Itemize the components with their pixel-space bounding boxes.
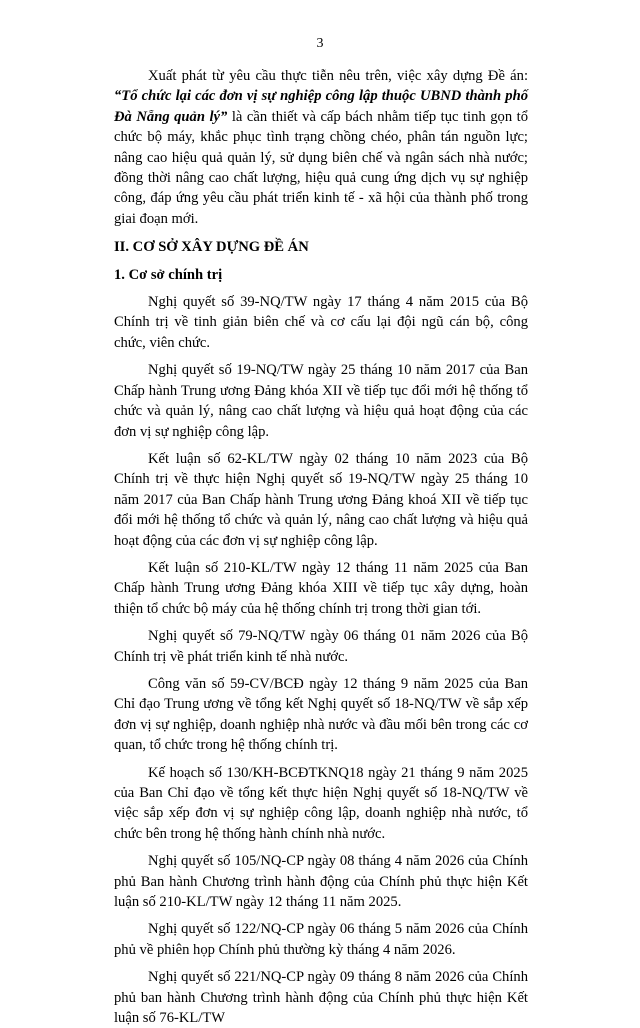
list-item: Nghị quyết số 79-NQ/TW ngày 06 tháng 01 năm 2026 của Bộ Chính trị về phát triển kinh tế nhà nước. bbox=[114, 628, 528, 665]
section-heading: II. CƠ SỞ XÂY DỰNG ĐỀ ÁN bbox=[114, 239, 309, 256]
list-item: Kết luận số 210-KL/TW ngày 12 tháng 11 năm 2025 của Ban Chấp hành Trung ương Đảng khóa XIII về tiếp tục xây dựng, hoàn thiện tổ chức bộ máy của hệ thống chính trị trong thời gian tới. bbox=[114, 559, 528, 617]
intro-paragraph bbox=[114, 66, 528, 229]
list-item: Nghị quyết số 221/NQ-CP ngày 09 tháng 8 năm 2026 của Chính phủ ban hành Chương trình hành động của Chính phủ thực hiện Kết luận số 76-KL/TW bbox=[114, 969, 528, 1027]
list-item: Nghị quyết số 19-NQ/TW ngày 25 tháng 10 năm 2017 của Ban Chấp hành Trung ương Đảng khóa XII về tiếp tục đổi mới hệ thống tổ chức và quản lý, nâng cao chất lượng và hiệu quả hoạt động của các đơn vị sự nghiệp công lập. bbox=[114, 362, 528, 440]
list-item: Kết luận số 62-KL/TW ngày 02 tháng 10 năm 2023 của Bộ Chính trị về thực hiện Nghị quyết số 19-NQ/TW ngày 25 tháng 10 năm 2017 của Ban Chấp hành Trung ương Đảng khoá XII về tiếp tục đổi mới hệ thống tổ chức và quản lý, nâng cao chất lượng và hiệu quả hoạt động của các đơn vị sự nghiệp công lập. bbox=[114, 450, 528, 549]
intro-text-after: là cần thiết và cấp bách nhằm tiếp tục tinh gọn tổ chức bộ máy, khắc phục tình trạng chồng chéo, phân tán nguồn lực; nâng cao hiệu quả quản lý, sử dụng biên chế và ngân sách nhà nước; đồng thời nâng cao chất lượng, hiệu quả cung ứng dịch vụ sự nghiệp công, đáp ứng yêu cầu phát triển kinh tế - xã hội của thành phố trong giai đoạn mới. bbox=[114, 108, 528, 227]
list-item: Nghị quyết số 122/NQ-CP ngày 06 tháng 5 năm 2026 của Chính phủ về phiên họp Chính phủ thường kỳ tháng 4 năm 2026. bbox=[114, 921, 528, 958]
intro-text-before: Xuất phát từ yêu cầu thực tiễn nêu trên, việc xây dựng Đề án: bbox=[148, 68, 528, 84]
subsection-heading: 1. Cơ sở chính trị bbox=[114, 266, 223, 283]
project-title-emphasis: “Tổ chức lại các đơn vị sự nghiệp công lập thuộc UBND thành phố Đà Nẵng quản lý” bbox=[114, 88, 528, 125]
page-number: 3 bbox=[316, 36, 324, 51]
list-item: Nghị quyết số 39-NQ/TW ngày 17 tháng 4 năm 2015 của Bộ Chính trị về tinh giản biên chế và cơ cấu lại đội ngũ cán bộ, công chức, viên chức. bbox=[114, 294, 528, 351]
list-item: Công văn số 59-CV/BCĐ ngày 12 tháng 9 năm 2025 của Ban Chỉ đạo Trung ương về tổng kết Nghị quyết số 18-NQ/TW về sắp xếp đơn vị sự nghiệp, doanh nghiệp nhà nước và đầu mối bên trong các cơ quan, tổ chức trong hệ thống chính trị. bbox=[114, 675, 528, 754]
list-item: Kế hoạch số 130/KH-BCĐTKNQ18 ngày 21 tháng 9 năm 2025 của Ban Chỉ đạo về tổng kết thực hiện Nghị quyết số 18-NQ/TW về việc sắp xếp đơn vị sự nghiệp công lập, doanh nghiệp nhà nước, tổ chức bên trong hệ thống hành chính nhà nước. bbox=[114, 764, 528, 842]
document-body bbox=[114, 66, 528, 1028]
list-item: Nghị quyết số 105/NQ-CP ngày 08 tháng 4 năm 2026 của Chính phủ Ban hành Chương trình hành động của Chính phủ thực hiện Kết luận số 210-KL/TW ngày 12 tháng 11 năm 2025. bbox=[114, 853, 528, 911]
